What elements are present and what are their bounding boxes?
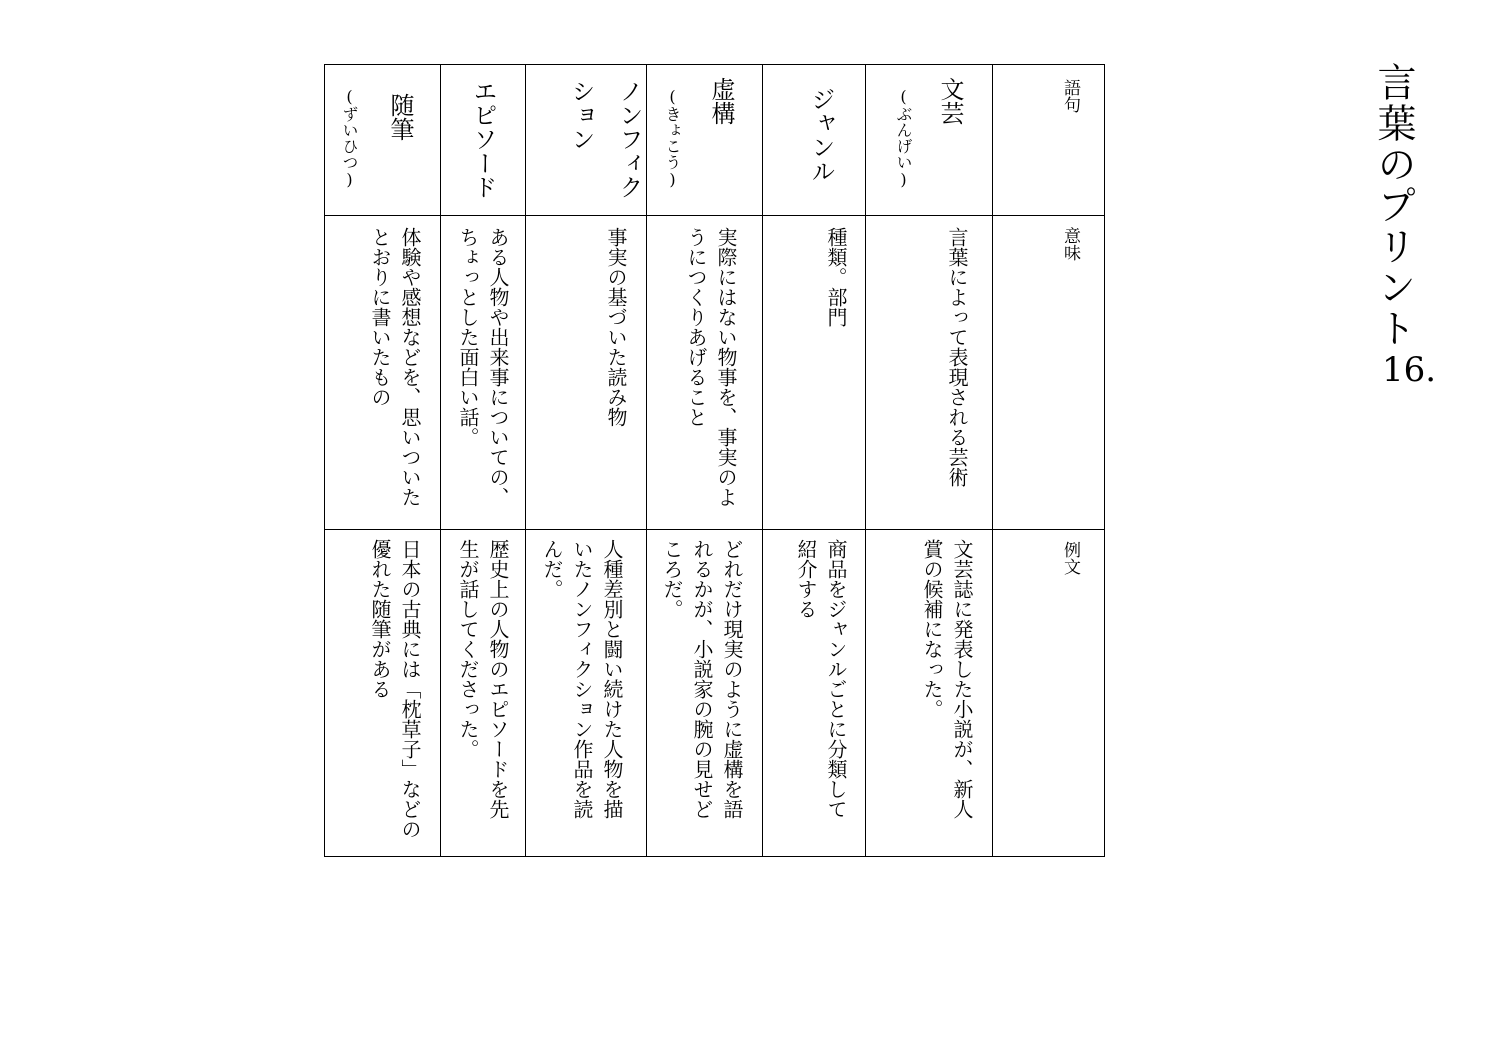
column-divider [865, 65, 866, 856]
row-example: 歴史上の人物のエピソードを先 生が話してくださった。 [456, 539, 510, 819]
vocabulary-table [324, 64, 1105, 857]
row-meaning: 種類。部門 [824, 227, 848, 327]
row-example: 商品をジャンルごとに分類して 紹介する [794, 539, 848, 819]
row-term: エピソード [469, 79, 497, 199]
column-divider [992, 65, 993, 856]
header-example: 例文 [1060, 541, 1080, 575]
row-meaning: 事実の基づいた読み物 [604, 227, 628, 427]
row-meaning: ある人物や出来事についての、 ちょっとした面白い話。 [456, 227, 510, 507]
row-meaning: 言葉によって表現される芸術 [945, 227, 969, 487]
column-divider [440, 65, 441, 856]
row-example: 文芸誌に発表した小説が、新人 賞の候補になった。 [920, 539, 974, 819]
row-term: ジャンル [807, 87, 835, 183]
band-divider [325, 529, 1104, 530]
row-term: 随筆 [386, 93, 414, 141]
row-term: 虚構 [707, 77, 735, 125]
row-reading: (ぶんげい) [894, 87, 913, 189]
column-divider [762, 65, 763, 856]
row-example: どれだけ現実のように虚構を語 れるかが、小説家の腕の見せど ころだ。 [660, 539, 744, 819]
header-meaning: 意味 [1060, 227, 1080, 261]
row-example: 人種差別と闘い続けた人物を描 いたノンフィクション作品を読 んだ。 [540, 539, 624, 819]
row-meaning: 実際にはない物事を、事実のよ うにつくりあげること [684, 227, 738, 507]
row-reading: (きょこう) [663, 87, 682, 189]
row-example: 日本の古典には「枕草子」などの 優れた随筆がある [368, 539, 422, 839]
column-divider [525, 65, 526, 856]
row-term: 文芸 [936, 77, 964, 125]
row-meaning: 体験や感想などを、思いついた とおりに書いたもの [368, 227, 422, 507]
row-term: ノンフィク ション [567, 79, 643, 199]
row-reading: (ずいひつ) [340, 87, 359, 189]
print-number: 16. [1382, 350, 1437, 390]
band-divider [325, 215, 1104, 216]
page-title: 言葉のプリント [1371, 62, 1416, 349]
header-term: 語句 [1060, 79, 1080, 113]
